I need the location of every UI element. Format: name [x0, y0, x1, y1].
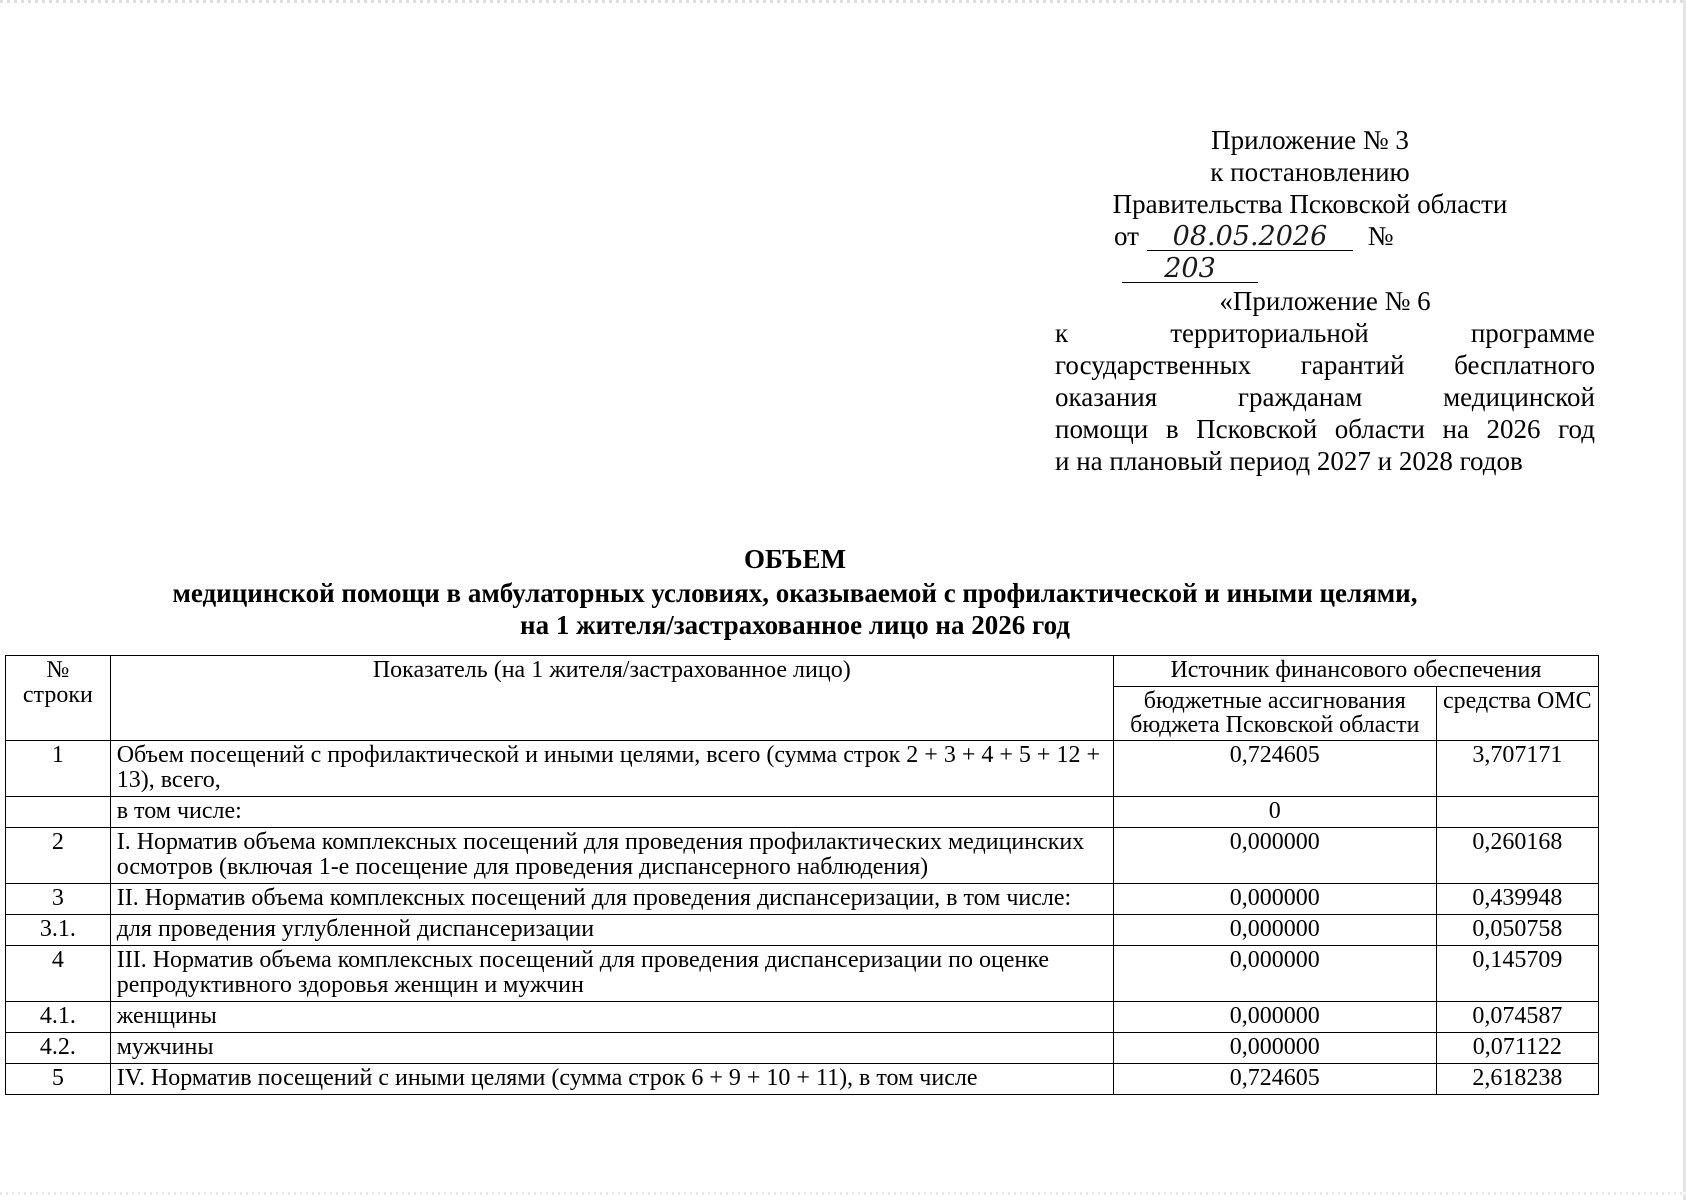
appendix2-line-5: помощи в Псковской области на 2026 год [1055, 414, 1595, 444]
table-header-row [6, 656, 1599, 687]
appendix2-block [1055, 285, 1595, 477]
row-budget: 0,000000 [1113, 915, 1436, 946]
row-number: 4.2. [6, 1033, 111, 1064]
row-oms [1436, 797, 1598, 828]
row-indicator: мужчины [110, 1033, 1113, 1064]
appendix2-title: «Приложение № 6 [1219, 286, 1431, 316]
document-subtitle-2: на 1 жителя/застрахованное лицо на 2026 год [520, 610, 1070, 640]
row-indicator: IV. Норматив посещений с иными целями (сумма строк 6 + 9 + 10 + 11), в том числе [110, 1064, 1113, 1095]
table-row [6, 884, 1599, 915]
appendix2-line-6: и на плановый период 2027 и 2028 годов [1055, 446, 1523, 476]
header-indicator: Показатель (на 1 жителя/застрахованное лицо) [110, 656, 1113, 741]
row-oms: 0,050758 [1436, 915, 1598, 946]
row-budget: 0,000000 [1113, 1033, 1436, 1064]
row-oms: 2,618238 [1436, 1064, 1598, 1095]
row-indicator: III. Норматив объема комплексных посещений для проведения диспансеризации по оценке репродуктивного здоровья женщин и мужчин [110, 946, 1113, 1002]
row-indicator: в том числе: [110, 797, 1113, 828]
row-oms: 3,707171 [1436, 741, 1598, 797]
appendix-subtitle: к постановлению [1210, 157, 1410, 187]
row-oms: 0,439948 [1436, 884, 1598, 915]
table-row [6, 1033, 1599, 1064]
handwritten-number: 203 [1122, 256, 1258, 283]
row-indicator: женщины [110, 1002, 1113, 1033]
row-indicator: II. Норматив объема комплексных посещений для проведения диспансеризации, в том числе: [110, 884, 1113, 915]
header-oms: средства ОМС [1436, 687, 1598, 741]
header-funding-source: Источник финансового обеспечения [1113, 656, 1598, 687]
row-number: 4.1. [6, 1002, 111, 1033]
row-number: 3 [6, 884, 111, 915]
row-oms: 0,071122 [1436, 1033, 1598, 1064]
row-number: 5 [6, 1064, 111, 1095]
table-row [6, 1002, 1599, 1033]
row-indicator: для проведения углубленной диспансеризации [110, 915, 1113, 946]
table-row [6, 915, 1599, 946]
row-number: 2 [6, 828, 111, 884]
appendix2-line-3: государственных гарантий бесплатного [1055, 350, 1595, 380]
table-row [6, 946, 1599, 1002]
row-budget: 0,000000 [1113, 946, 1436, 1002]
appendix-block [1100, 124, 1520, 284]
row-budget: 0,000000 [1113, 884, 1436, 915]
row-number: 4 [6, 946, 111, 1002]
row-indicator: Объем посещений с профилактической и иными целями, всего (сумма строк 2 + 3 + 4 + 5 + 12 + 13), всего, [110, 741, 1113, 797]
table-row [6, 1064, 1599, 1095]
row-number: 1 [6, 741, 111, 797]
date-prefix: от [1114, 221, 1139, 251]
appendix-date-line [1100, 220, 1520, 284]
row-oms: 0,145709 [1436, 946, 1598, 1002]
row-budget: 0,724605 [1113, 741, 1436, 797]
row-indicator: I. Норматив объема комплексных посещений для проведения профилактических медицинских осмотров (включая 1-е посещение для проведения диспансерного наблюдения) [110, 828, 1113, 884]
appendix-authority: Правительства Псковской области [1112, 189, 1508, 219]
row-budget: 0,724605 [1113, 1064, 1436, 1095]
table-row [6, 797, 1599, 828]
scan-edge-bottom [0, 1192, 1686, 1195]
header-row-number: № строки [6, 656, 111, 741]
document-title: ОБЪЕМ [744, 544, 846, 574]
number-prefix: № [1367, 221, 1394, 251]
row-oms: 0,260168 [1436, 828, 1598, 884]
handwritten-date: 08.05.2026 [1147, 224, 1353, 251]
document-subtitle: медицинской помощи в амбулаторных условиях, оказываемой с профилактической и иными целями, [172, 578, 1418, 608]
appendix2-line-2: к территориальной программе [1055, 318, 1595, 348]
row-budget: 0 [1113, 797, 1436, 828]
table-row [6, 828, 1599, 884]
appendix2-line-4: оказания гражданам медицинской [1055, 382, 1595, 412]
row-budget: 0,000000 [1113, 1002, 1436, 1033]
volume-table [5, 655, 1599, 1095]
header-budget: бюджетные ассигнования бюджета Псковской области [1113, 687, 1436, 741]
row-budget: 0,000000 [1113, 828, 1436, 884]
row-number: 3.1. [6, 915, 111, 946]
table-row [6, 741, 1599, 797]
scan-edge-top [0, 0, 1686, 3]
row-number [6, 797, 111, 828]
row-oms: 0,074587 [1436, 1002, 1598, 1033]
appendix-title: Приложение № 3 [1211, 125, 1409, 155]
